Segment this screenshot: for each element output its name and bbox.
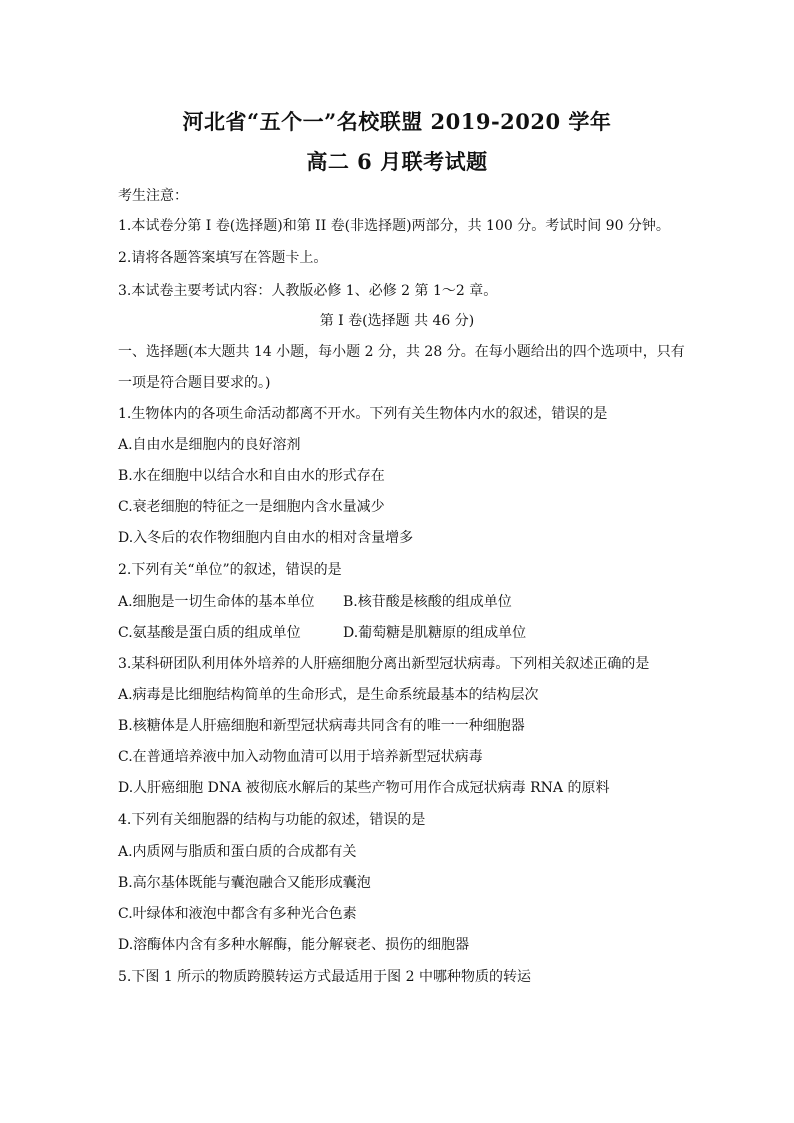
notice-item-3: 3.本试卷主要考试内容：人教版必修 1、必修 2 第 1～2 章。 — [118, 283, 498, 299]
question-1-option-b: B.水在细胞中以结合水和自由水的形式存在 — [118, 468, 385, 484]
question-2-option-d: D.葡萄糖是肌糖原的组成单位 — [343, 625, 527, 641]
section-title: 第 I 卷(选择题 共 46 分) — [319, 313, 475, 329]
question-2-stem: 2.下列有关“单位”的叙述，错误的是 — [118, 562, 342, 578]
part1-instruction-line1: 一、选择题(本大题共 14 小题，每小题 2 分，共 28 分。在每小题给出的四个选项中，只有 — [118, 344, 685, 360]
question-2-option-a: A.细胞是一切生命体的基本单位 — [118, 594, 315, 610]
question-1-option-d: D.入冬后的农作物细胞内自由水的相对含量增多 — [118, 530, 414, 546]
question-1-stem: 1.生物体内的各项生命活动都离不开水。下列有关生物体内水的叙述，错误的是 — [118, 406, 608, 422]
question-4-option-c: C.叶绿体和液泡中都含有多种光合色素 — [118, 906, 357, 922]
question-5-stem: 5.下图 1 所示的物质跨膜转运方式最适用于图 2 中哪种物质的转运 — [118, 969, 531, 985]
notice-item-1: 1.本试卷分第 I 卷(选择题)和第 II 卷(非选择题)两部分，共 100 分。考试时间 90 分钟。 — [118, 218, 670, 234]
exam-title-line2: 高二 6 月联考试题 — [306, 149, 488, 174]
question-3-stem: 3.某科研团队利用体外培养的人肝癌细胞分离出新型冠状病毒。下列相关叙述正确的是 — [118, 656, 650, 672]
question-1-option-c: C.衰老细胞的特征之一是细胞内含水量减少 — [118, 499, 385, 515]
question-2-option-c: C.氨基酸是蛋白质的组成单位 — [118, 625, 301, 641]
part1-instruction-line2: 一项是符合题目要求的。) — [118, 375, 271, 391]
question-4-option-a: A.内质网与脂质和蛋白质的合成都有关 — [118, 844, 357, 860]
question-4-option-b: B.高尔基体既能与囊泡融合又能形成囊泡 — [118, 875, 371, 891]
question-4-stem: 4.下列有关细胞器的结构与功能的叙述，错误的是 — [118, 812, 426, 828]
question-2-option-b: B.核苷酸是核酸的组成单位 — [343, 594, 512, 610]
question-4-option-d: D.溶酶体内含有多种水解酶，能分解衰老、损伤的细胞器 — [118, 937, 470, 953]
question-1-option-a: A.自由水是细胞内的良好溶剂 — [118, 437, 301, 453]
question-3-option-b: B.核糖体是人肝癌细胞和新型冠状病毒共同含有的唯一一种细胞器 — [118, 718, 525, 734]
notice-heading: 考生注意： — [118, 188, 188, 204]
question-3-option-d: D.人肝癌细胞 DNA 被彻底水解后的某些产物可用作合成冠状病毒 RNA 的原料 — [118, 780, 610, 796]
notice-item-2: 2.请将各题答案填写在答题卡上。 — [118, 250, 328, 266]
question-3-option-a: A.病毒是比细胞结构简单的生命形式，是生命系统最基本的结构层次 — [118, 687, 539, 703]
exam-title-line1: 河北省“五个一”名校联盟 2019-2020 学年 — [182, 109, 612, 134]
question-3-option-c: C.在普通培养液中加入动物血清可以用于培养新型冠状病毒 — [118, 749, 483, 765]
